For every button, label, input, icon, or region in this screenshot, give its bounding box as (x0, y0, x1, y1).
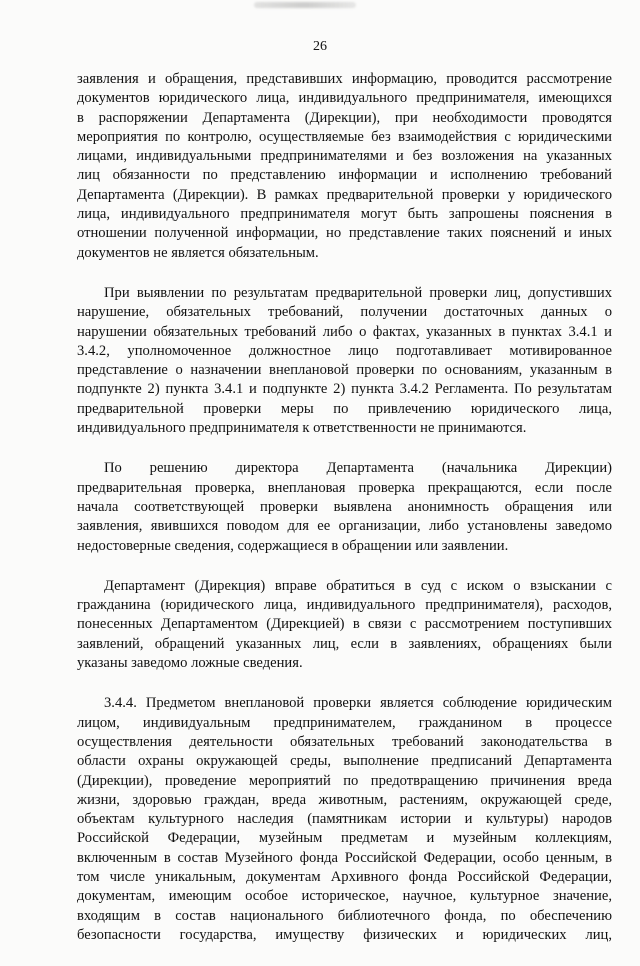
text-line: недостоверные сведения, содержащиеся в обращении или заявлении. (77, 537, 509, 554)
text-line: указаны заведомо ложные сведения. (77, 655, 303, 672)
text-line: (Дирекции), проведение мероприятий по предотвращению причинения вреда (77, 772, 612, 789)
text-line: подпункте 2) пункта 3.4.1 и подпункте 2) пункта 3.4.2 Регламента. По результатам (77, 381, 612, 398)
header-stamp-mark (254, 2, 356, 8)
paragraph (77, 459, 612, 555)
text-line: представление о назначении внеплановой проверки по основаниям, указанным в (77, 362, 612, 379)
text-line: осуществления деятельности обязательных требований законодательства в (77, 733, 612, 750)
text-line: документов не является обязательным. (77, 244, 319, 261)
text-line: 3.4.2, уполномоченное должностное лицо подготавливает мотивированное (77, 342, 612, 359)
text-line: заявления, явившихся поводом для ее организации, либо установлены заведомо (77, 518, 612, 535)
text-line: предварительная проверка, внеплановая проверка прекращаются, если после (77, 479, 612, 496)
paragraph (77, 284, 612, 438)
text-line: нарушении обязательных требований либо о фактах, указанных в пунктах 3.4.1 и (77, 323, 612, 340)
text-line: нарушение, обязательных требований, получении достаточных данных о (77, 304, 612, 321)
text-line: индивидуального предпринимателя к ответственности не принимаются. (77, 420, 527, 437)
text-line: заявления и обращения, представивших информацию, проводится рассмотрение (77, 71, 612, 87)
text-line: По решению директора Департамента (начальника Дирекции) (104, 460, 612, 477)
text-line: входящим в состав национального библиотечного фонда, по обеспечению (77, 907, 612, 924)
text-line: Департамент (Дирекция) вправе обратиться в суд с иском о взыскании с (104, 577, 612, 594)
text-line: том числе уникальным, документам Архивного фонда Российской Федерации, (77, 868, 612, 885)
text-line: гражданина (юридического лица, индивидуального предпринимателя), расходов, (77, 597, 612, 614)
text-line: предварительной проверки меры по привлечению юридического лица, (77, 400, 612, 417)
paragraph (77, 694, 612, 945)
text-line: отношении полученной информации, но представление таких пояснений и иных (77, 225, 612, 242)
text-line: объектам культурного наследия (памятникам истории и культуры) народов (77, 811, 612, 828)
text-line: жизни, здоровью граждан, вреда животным, растениям, окружающей среде, (77, 791, 612, 808)
text-line: начала соответствующей проверки выявлена анонимность обращения или (77, 498, 612, 515)
text-line: заявлений, обращений указанных лиц, если в заявлениях, обращениях были (77, 635, 612, 652)
paragraph (77, 577, 612, 673)
text-line: Департамента (Дирекции). В рамках предварительной проверки у юридического (77, 186, 612, 203)
text-line: безопасности государства, имуществу физических и юридических лиц, (77, 926, 612, 943)
text-line: лицами, индивидуальными предпринимателями и без возложения на указанных (77, 148, 612, 165)
text-line: документам, имеющим особое историческое, научное, культурное значение, (77, 888, 612, 905)
text-line: Российской Федерации, музейным предметам и музейным коллекциям, (77, 830, 612, 847)
text-line: области охраны окружающей среды, выполнение предписаний Департамента (77, 753, 612, 770)
text-line: документов юридического лица, индивидуального предпринимателя, имеющихся (77, 90, 612, 107)
text-line: в распоряжении Департамента (Дирекции), при необходимости проводятся (77, 109, 612, 126)
text-line: лица, индивидуального предпринимателя могут быть запрошены пояснения в (77, 206, 612, 223)
text-line: 3.4.4. Предметом внеплановой проверки является соблюдение юридическим (104, 695, 612, 712)
page-number: 26 (313, 39, 327, 54)
text-line: включенным в состав Музейного фонда Российской Федерации, особо ценным, в (77, 849, 612, 866)
text-line: понесенных Департаментом (Дирекцией) в связи с рассмотрением поступивших (77, 616, 612, 633)
text-line: мероприятия по контролю, осуществляемые без взаимодействия с юридическими (77, 128, 612, 145)
text-line: лиц обязанности по представлению информации и исполнению требований (77, 167, 612, 184)
text-line: При выявлении по результатам предварительной проверки лиц, допустивших (104, 284, 612, 301)
paragraph (77, 70, 612, 263)
document-body (77, 70, 612, 966)
text-line: лицом, индивидуальным предпринимателем, гражданином в процессе (77, 714, 612, 731)
